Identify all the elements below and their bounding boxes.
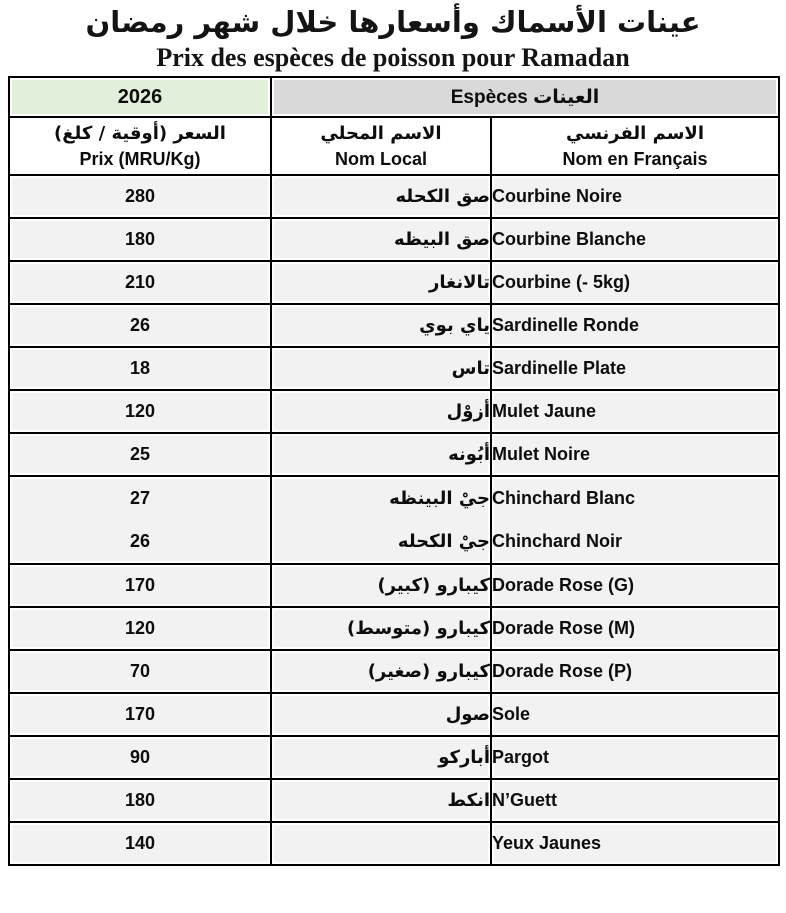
price-cell-text: 27	[129, 488, 151, 508]
local-name-cell	[271, 607, 491, 650]
price-cell	[9, 175, 271, 218]
year-header-cell: 2026	[9, 77, 271, 117]
price-cell	[9, 261, 271, 304]
local-name-header-french: Nom Local	[334, 149, 427, 169]
price-cell-text: 120	[124, 618, 156, 638]
french-name-cell-text: Chinchard Blanc	[492, 488, 636, 508]
price-cell-text: 90	[129, 747, 151, 767]
local-name-cell-text: انكط	[447, 790, 490, 811]
table-row	[9, 822, 779, 865]
price-cell	[9, 304, 271, 347]
price-cell	[9, 607, 271, 650]
french-name-cell	[491, 822, 779, 865]
local-name-cell-text: أزوْل	[446, 401, 490, 422]
local-name-cell	[271, 564, 491, 607]
french-name-cell-text: Mulet Noire	[492, 444, 591, 464]
price-cell	[9, 779, 271, 822]
local-name-cell-text: تالانغار	[429, 272, 490, 293]
french-name-cell-text: N’Guett	[492, 790, 557, 810]
local-name-cell	[271, 261, 491, 304]
local-name-cell	[271, 822, 491, 865]
french-name-cell-text: Pargot	[492, 747, 550, 767]
price-cell	[9, 218, 271, 261]
french-name-cell	[491, 347, 779, 390]
local-name-cell	[271, 779, 491, 822]
local-name-cell	[271, 175, 491, 218]
price-cell-text: 120	[124, 401, 156, 421]
local-name-cell	[271, 650, 491, 693]
french-name-cell	[491, 304, 779, 347]
french-name-cell-text: Courbine Noire	[492, 186, 623, 206]
local-name-cell-text: جيْ الكحله	[397, 531, 490, 552]
local-name-cell-text: أباركو	[438, 747, 490, 768]
table-row	[9, 304, 779, 347]
local-name-cell	[271, 304, 491, 347]
price-column-header	[9, 117, 271, 175]
local-name-cell-text: صق الكحله	[395, 186, 490, 207]
french-name-cell	[491, 564, 779, 607]
french-name-cell-text: Courbine Blanche	[492, 229, 647, 249]
local-name-header-arabic: الاسم المحلي	[320, 123, 442, 144]
price-cell-text: 170	[124, 575, 156, 595]
french-name-cell	[491, 218, 779, 261]
price-cell-text: 140	[124, 833, 156, 853]
local-name-cell-text: صق البيظه	[394, 229, 490, 250]
local-name-cell-text: كيبارو (صغير)	[367, 661, 490, 682]
table-row	[9, 476, 779, 564]
french-name-cell-text: Dorade Rose (M)	[492, 618, 636, 638]
local-name-cell-text: ياي بوي	[419, 315, 490, 336]
page-title-arabic: عينات الأسماك وأسعارها خلال شهر رمضان	[85, 5, 701, 39]
price-cell-text: 180	[124, 229, 156, 249]
price-cell-text: 210	[124, 272, 156, 292]
price-header-arabic: السعر (أوقية / كلغ)	[54, 123, 226, 144]
french-name-cell-text: Sole	[492, 704, 531, 724]
local-name-cell-text: كيبارو (كبير)	[377, 575, 490, 596]
price-cell-text: 280	[124, 186, 156, 206]
price-cell-text: 70	[129, 661, 151, 681]
french-name-column-header	[491, 117, 779, 175]
french-name-cell	[491, 779, 779, 822]
table-body	[9, 175, 779, 865]
french-name-cell	[491, 433, 779, 476]
local-name-cell	[271, 218, 491, 261]
local-name-cell-text: أبُونه	[448, 444, 490, 465]
french-name-cell	[491, 261, 779, 304]
price-cell	[9, 693, 271, 736]
french-name-cell-text: Yeux Jaunes	[492, 833, 602, 853]
local-name-cell-text: كيبارو (متوسط)	[347, 618, 490, 639]
table-row	[9, 433, 779, 476]
french-name-cell-text: Sardinelle Plate	[492, 358, 627, 378]
price-cell	[9, 736, 271, 779]
price-cell-text: 26	[129, 315, 151, 335]
price-cell	[9, 433, 271, 476]
fish-price-table	[8, 76, 780, 866]
french-name-cell	[491, 736, 779, 779]
french-name-cell	[491, 476, 779, 564]
species-header-cell: Espèces العينات	[271, 77, 779, 117]
french-name-cell	[491, 175, 779, 218]
local-name-cell-text: جيْ البينظه	[389, 488, 490, 509]
french-name-cell-text: Dorade Rose (G)	[492, 575, 635, 595]
price-cell-text: 18	[129, 358, 151, 378]
french-name-cell	[491, 607, 779, 650]
price-cell-text: 170	[124, 704, 156, 724]
french-name-header-french: Nom en Français	[562, 149, 708, 169]
price-cell	[9, 564, 271, 607]
price-cell-text: 180	[124, 790, 156, 810]
french-name-cell-text: Courbine (- 5kg)	[492, 272, 630, 292]
table-row	[9, 693, 779, 736]
price-cell-text: 25	[129, 444, 151, 464]
page-title-french: Prix des espèces de poisson pour Ramadan	[156, 43, 630, 72]
french-name-cell-text: Dorade Rose (P)	[492, 661, 633, 681]
local-name-cell	[271, 390, 491, 433]
local-name-cell-text: صول	[445, 704, 490, 725]
table-row	[9, 607, 779, 650]
table-row	[9, 261, 779, 304]
column-header-row	[9, 117, 779, 175]
price-cell-text: 26	[129, 531, 151, 551]
local-name-cell	[271, 347, 491, 390]
french-name-header-arabic: الاسم الفرنسي	[565, 123, 705, 144]
french-name-cell-text: Chinchard Noir	[492, 531, 623, 551]
table-row	[9, 390, 779, 433]
french-name-cell	[491, 390, 779, 433]
table-row	[9, 779, 779, 822]
local-name-cell-text: تاس	[451, 358, 490, 379]
price-cell	[9, 650, 271, 693]
table-row	[9, 650, 779, 693]
local-name-cell	[271, 736, 491, 779]
local-name-cell	[271, 433, 491, 476]
price-cell	[9, 347, 271, 390]
year-species-header-row	[9, 77, 779, 117]
french-name-cell	[491, 650, 779, 693]
price-header-french: Prix (MRU/Kg)	[79, 149, 201, 169]
local-name-cell	[271, 693, 491, 736]
price-cell	[9, 476, 271, 564]
local-name-cell-text	[272, 823, 490, 864]
table-row	[9, 218, 779, 261]
french-name-cell-text: Sardinelle Ronde	[492, 315, 640, 335]
local-name-cell	[271, 476, 491, 564]
table-row	[9, 736, 779, 779]
table-row	[9, 564, 779, 607]
table-row	[9, 175, 779, 218]
price-cell	[9, 390, 271, 433]
french-name-cell	[491, 693, 779, 736]
local-name-column-header	[271, 117, 491, 175]
french-name-cell-text: Mulet Jaune	[492, 401, 597, 421]
price-cell	[9, 822, 271, 865]
table-row	[9, 347, 779, 390]
